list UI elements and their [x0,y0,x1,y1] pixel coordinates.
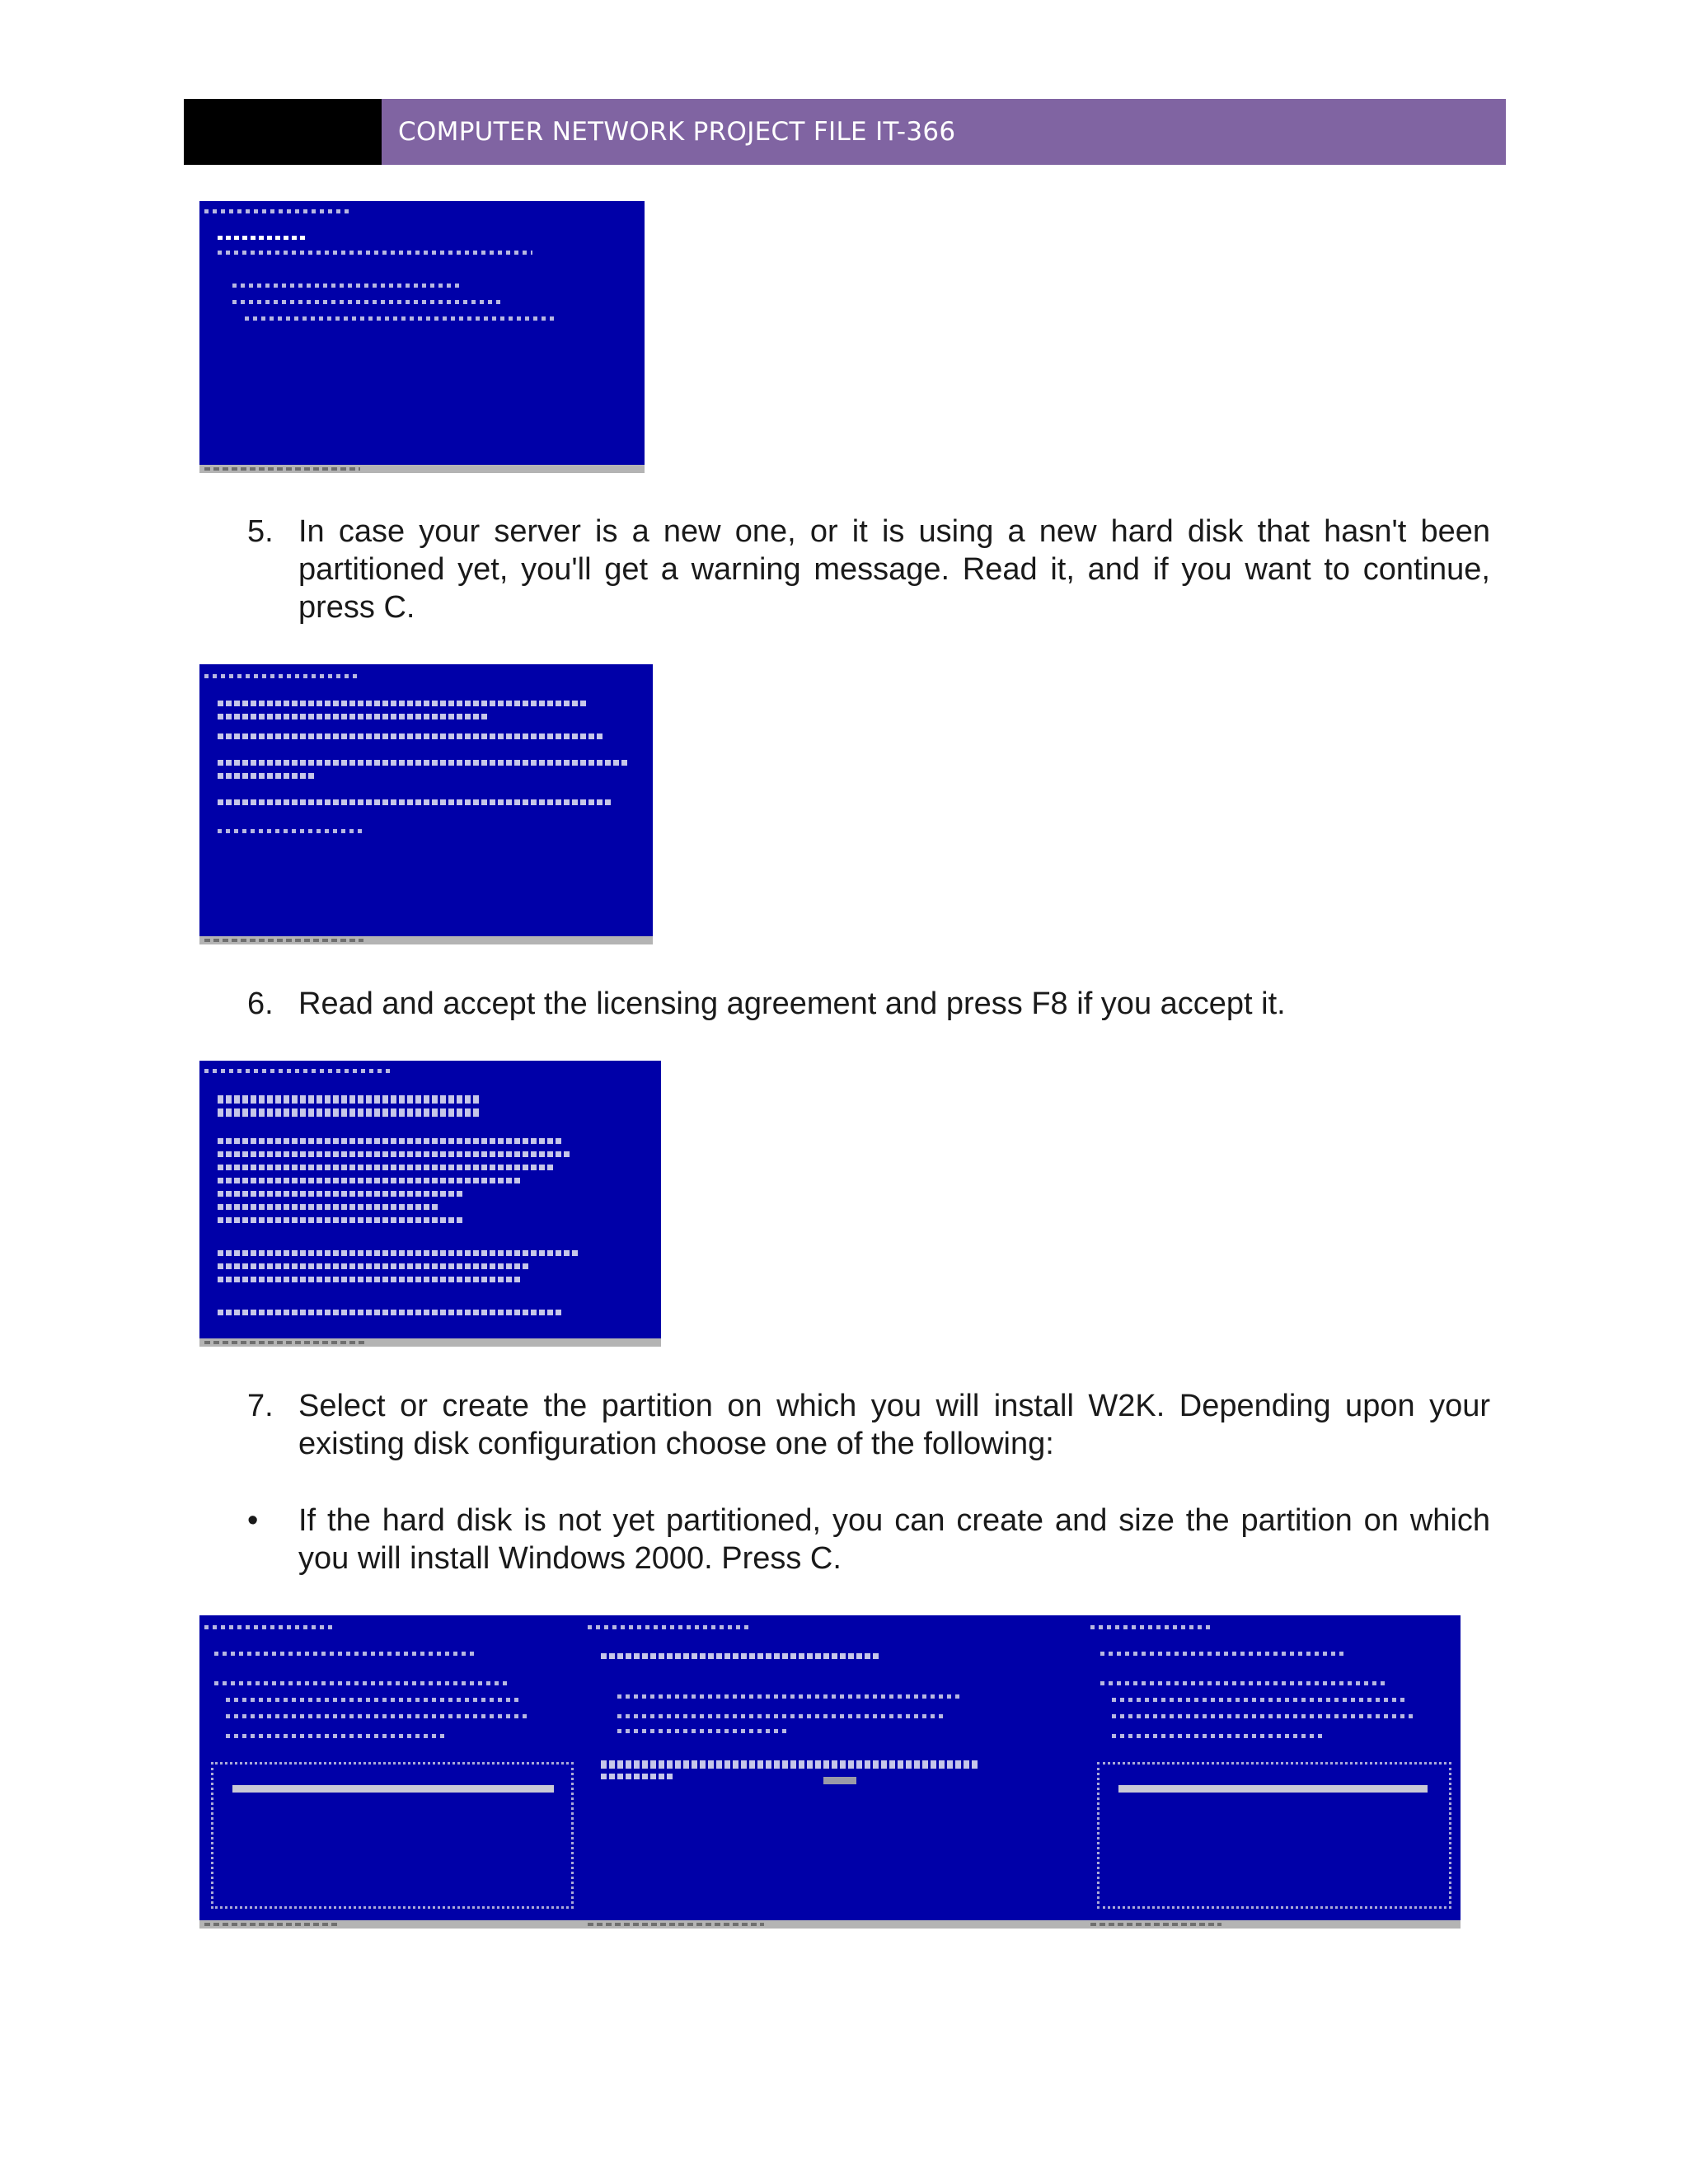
setup-screenshot-partition-list [199,1615,583,1929]
setup-screenshot-license [199,1061,661,1347]
bullet-item [247,1502,1490,1577]
step-number: 7. [247,1389,274,1423]
step-text: Read and accept the licensing agreement and press F8 if you accept it. [298,987,1286,1021]
setup-screenshot-partition-list-new [1085,1615,1461,1929]
step-7 [247,1387,1490,1463]
step-text: In case your server is a new one, or it is using a new hard disk that hasn't been partitioned yet, you'll get a warning message. Read it, and if you want to continue, press C. [298,514,1490,625]
step-number: 6. [247,987,274,1021]
bullet-text: If the hard disk is not yet partitioned, you can create and size the partition on which you will install Windows 2000. Press C. [298,1503,1490,1576]
header-black-block [184,99,382,165]
setup-screenshot-create-partition [583,1615,1085,1929]
step-number: 5. [247,514,274,549]
bullet-marker: • [247,1503,259,1538]
step-6 [247,985,1490,1023]
step-5 [247,513,1490,626]
header-title: COMPUTER NETWORK PROJECT FILE IT-366 [382,99,1506,165]
step-text: Select or create the partition on which you will install W2K. Depending upon your existing disk configuration choose one of the following: [298,1389,1490,1461]
setup-screenshot-warning [199,664,653,944]
setup-screenshot-welcome [199,201,645,473]
